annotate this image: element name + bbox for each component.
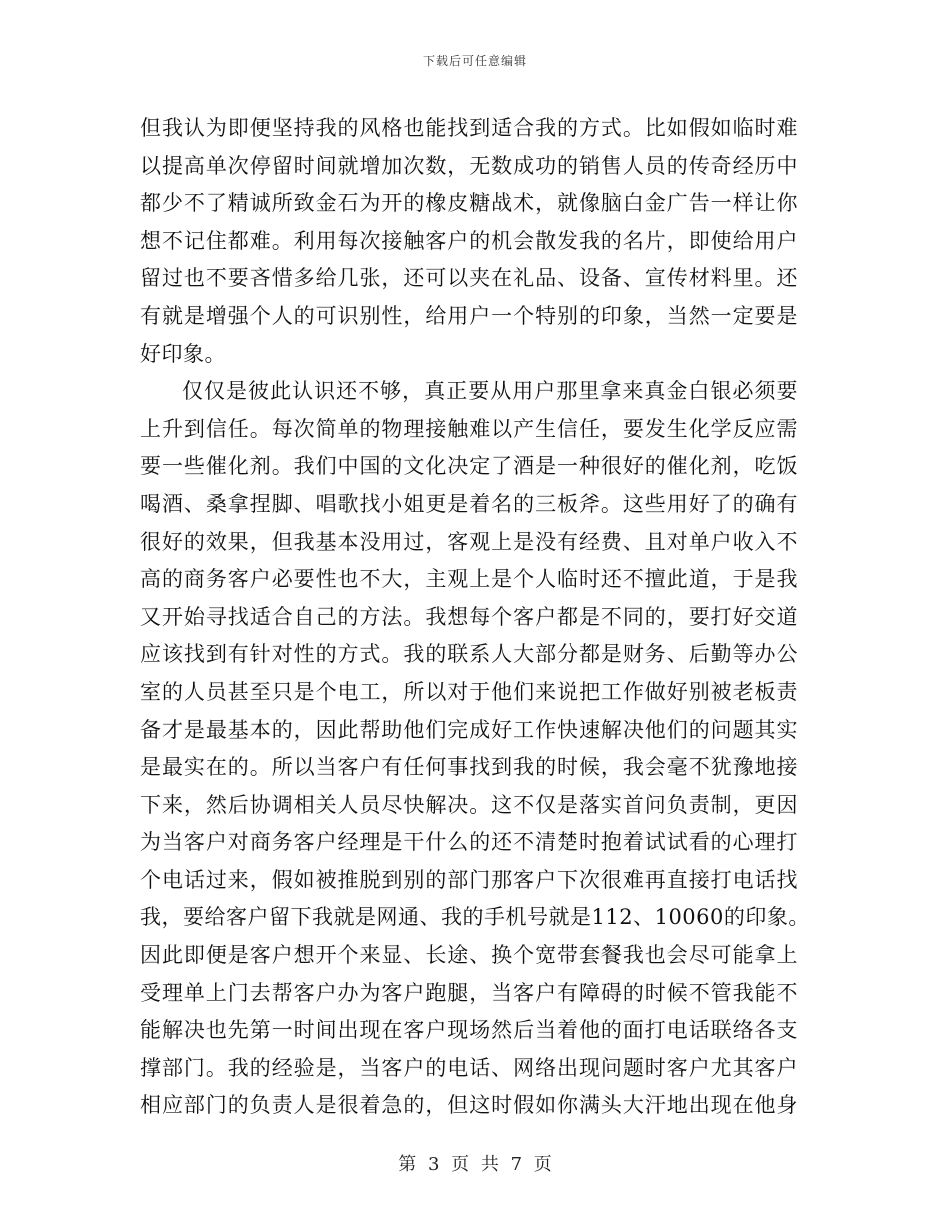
paragraph-2-line: 撑部门。我的经验是，当客户的电话、网络出现问题时客户尤其客户 bbox=[140, 1055, 798, 1080]
paragraph-2-line: 能解决也先第一时间出现在客户现场然后当着他的面打电话联络各支 bbox=[140, 1018, 798, 1043]
paragraph-1-line: 以提高单次停留时间就增加次数，无数成功的销售人员的传奇经历中 bbox=[140, 153, 798, 178]
paragraph-1-line: 都少不了精诚所致金石为开的橡皮糖战术，就像脑白金广告一样让你 bbox=[140, 191, 798, 216]
paragraph-1-line: 有就是增强个人的可识别性，给用户一个特别的印象，当然一定要是 bbox=[140, 303, 798, 328]
paragraph-2-line: 个电话过来，假如被推脱到别的部门那客户下次很难再直接打电话找 bbox=[140, 867, 798, 892]
paragraph-2-line: 我，要给客户留下我就是网通、我的手机号就是112、10060的印象。 bbox=[140, 905, 810, 930]
paragraph-2-line: 受理单上门去帮客户办为客户跑腿，当客户有障碍的时候不管我能不 bbox=[140, 980, 798, 1005]
paragraph-2-line: 很好的效果，但我基本没用过，客观上是没有经费、且对单户收入不 bbox=[140, 529, 798, 554]
paragraph-2-line: 应该找到有针对性的方式。我的联系人大部分都是财务、后勤等办公 bbox=[140, 642, 798, 667]
paragraph-2-line: 为当客户对商务客户经理是干什么的还不清楚时抱着试试看的心理打 bbox=[140, 830, 798, 855]
paragraph-2-line: 仅仅是彼此认识还不够，真正要从用户那里拿来真金白银必须要 bbox=[182, 379, 798, 404]
paragraph-2-line: 相应部门的负责人是很着急的，但这时假如你满头大汗地出现在他身 bbox=[140, 1093, 798, 1118]
paragraph-2-line: 是最实在的。所以当客户有任何事找到我的时候，我会毫不犹豫地接 bbox=[140, 755, 798, 780]
page-header: 下载后可任意编辑 bbox=[422, 54, 527, 68]
paragraph-2-line: 室的人员甚至只是个电工，所以对于他们来说把工作做好别被老板责 bbox=[140, 679, 798, 704]
paragraph-2-line: 要一些催化剂。我们中国的文化决定了酒是一种很好的催化剂，吃饭 bbox=[140, 454, 798, 479]
paragraph-2-line: 下来，然后协调相关人员尽快解决。这不仅是落实首问负责制，更因 bbox=[140, 792, 798, 817]
paragraph-2-line: 喝酒、桑拿捏脚、唱歌找小姐更是着名的三板斧。这些用好了的确有 bbox=[140, 491, 798, 516]
paragraph-1-line: 想不记住都难。利用每次接触客户的机会散发我的名片，即使给用户 bbox=[140, 228, 798, 253]
paragraph-2-line: 又开始寻找适合自己的方法。我想每个客户都是不同的，要打好交道 bbox=[140, 604, 798, 629]
paragraph-2-line: 备才是最基本的，因此帮助他们完成好工作快速解决他们的问题其实 bbox=[140, 717, 798, 742]
paragraph-2-line: 上升到信任。每次简单的物理接触难以产生信任，要发生化学反应需 bbox=[140, 416, 798, 441]
paragraph-1-line: 好印象。 bbox=[140, 341, 226, 366]
document-body bbox=[140, 110, 810, 1125]
paragraph-1-line: 留过也不要吝惜多给几张，还可以夹在礼品、设备、宣传材料里。还 bbox=[140, 266, 798, 291]
paragraph-2-line: 高的商务客户必要性也不大，主观上是个人临时还不擅此道，于是我 bbox=[140, 567, 798, 592]
paragraph-2-line: 因此即便是客户想开个来显、长途、换个宽带套餐我也会尽可能拿上 bbox=[140, 943, 798, 968]
paragraph-1-line: 但我认为即便坚持我的风格也能找到适合我的方式。比如假如临时难 bbox=[140, 116, 798, 140]
page-footer: 第 3 页 共 7 页 bbox=[398, 1154, 552, 1175]
